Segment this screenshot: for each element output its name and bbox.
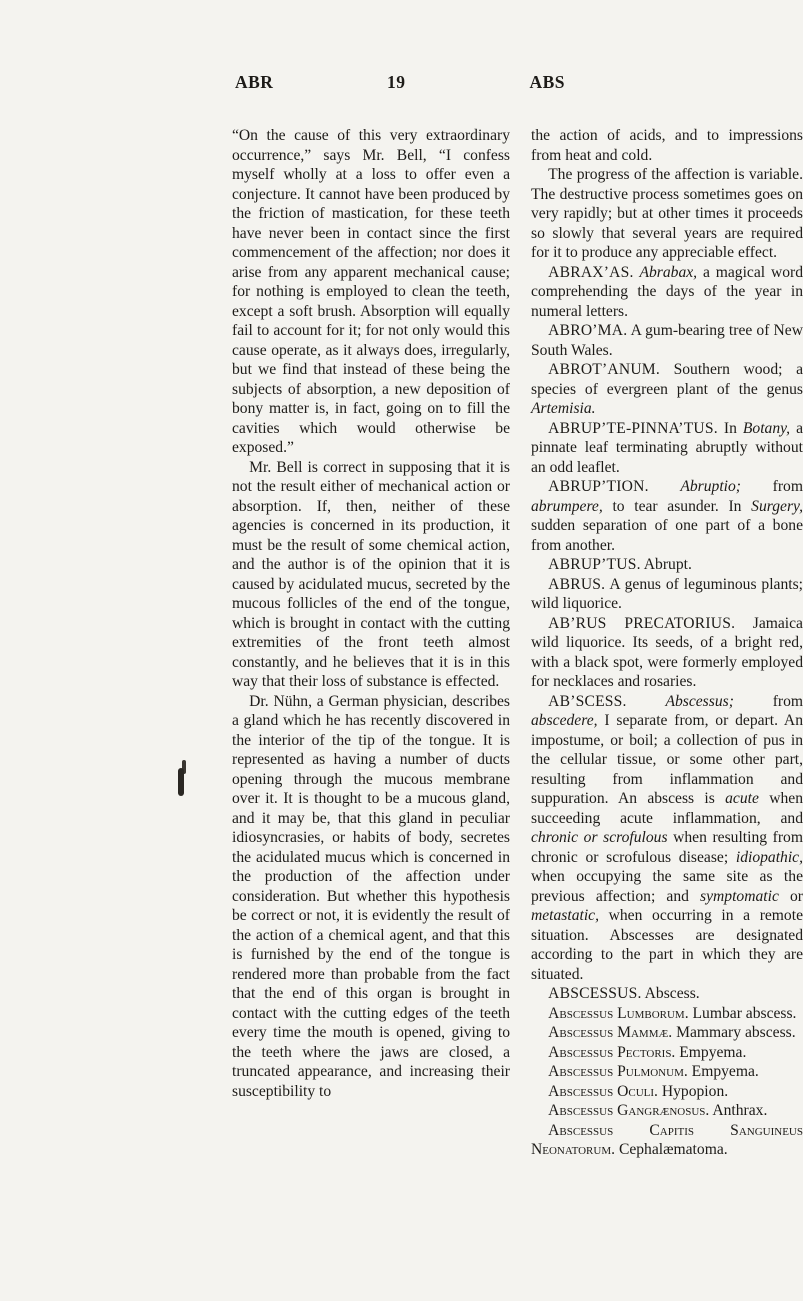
definition: Abscess.	[644, 985, 700, 1002]
right-column	[531, 126, 803, 1160]
header-left-guideword: ABR	[235, 72, 274, 92]
dictionary-entry	[531, 555, 803, 575]
margin-blot	[178, 768, 184, 796]
paragraph: Mr. Bell is correct in supposing that it is not the result either of mechanical action or absorption. If, then, neither of these agencies is concerned in its production, it must be the result of some chemical action, and the author is of the opinion that it is caused by acidulated mucus, secreted by the mucous follicles of the end of the tongue, which is brought in contact with the cutting extremities of the front teeth almost constantly, and he believes that it is in this way that their loss of substance is effected.	[232, 458, 510, 690]
field-name: Surgery,	[751, 497, 803, 515]
subentry	[531, 1121, 803, 1160]
subentry-definition: Cephalæmatoma.	[618, 1141, 728, 1158]
definition: when occupying the same site as the previous affection; and	[531, 868, 803, 905]
subentry-term: Abscessus Gangrænosus.	[548, 1102, 710, 1119]
dictionary-entry	[531, 575, 803, 614]
subentry-term: Abscessus Lumborum.	[548, 1004, 689, 1022]
headword: ABRAX’AS.	[548, 263, 634, 281]
definition: when occurring in a remote situation. Abscesses are designated according to the part in which they are situated.	[531, 907, 803, 983]
dictionary-entry	[531, 419, 803, 478]
definition: I separate from, or depart. An impostume, or boil; a collection of pus in the cellular tissue, or some other part, resulting from inflammation and suppuration. An abscess is	[531, 712, 803, 807]
subentry-term: Abscessus Capitis Sanguineus Neonatorum.	[531, 1121, 803, 1158]
header-right-guideword: ABS	[529, 72, 565, 92]
term-metastatic: metastatic,	[531, 907, 599, 924]
term-chronic: chronic	[531, 829, 579, 846]
dictionary-entry	[531, 692, 803, 985]
dictionary-entry	[531, 984, 803, 1004]
headword: ABRUS.	[548, 575, 606, 593]
term-symptomatic: symptomatic	[700, 887, 779, 905]
subentry	[531, 1062, 803, 1082]
definition: In	[723, 419, 737, 437]
dictionary-entry	[531, 321, 803, 360]
etymology-term: abrumpere,	[531, 497, 603, 515]
subentry	[531, 1082, 803, 1102]
term-acute: acute	[725, 790, 759, 807]
subentry-definition: Anthrax.	[712, 1102, 768, 1119]
headword: ABROT’ANUM.	[548, 361, 660, 378]
latin-term: Abruptio;	[680, 478, 741, 495]
subentry	[531, 1043, 803, 1063]
paragraph: Dr. Nühn, a German physician, describes a gland which he has recently discovered in the interior of the tip of the tongue. It is represented as having a number of ducts opening through the mucous membrane over it. It is thought to be a mucous gland, and it may be, that this gland in peculiar idiosyncrasies, or habits of body, secretes the acidulated mucus which is concerned in the production of the affection under consideration. But whether this hypothesis be correct or not, it is evidently the result of the action of a chemical agent, and that this is furnished by the end of the tongue is rendered more than probable from the fact that the end of this organ is brought in contact with the cutting edges of the teeth every time the mouth is opened, giving to the teeth where the jaws are closed, a truncated appearance, and increasing their susceptibility to	[232, 692, 510, 1100]
definition: sudden separation of one part of a bone from another.	[531, 517, 803, 554]
subentry-definition: Lumbar abscess.	[692, 1004, 797, 1022]
term-or: or	[583, 829, 598, 846]
etymology-from: from	[772, 692, 803, 710]
definition: a pinnate leaf terminating abruptly without an odd leaflet.	[531, 419, 803, 476]
definition: to tear asunder. In	[612, 497, 742, 515]
subentry-term: Abscessus Pectoris.	[548, 1043, 676, 1061]
subentry-definition: Empyema.	[691, 1063, 759, 1080]
connector: or	[790, 887, 803, 905]
left-column	[232, 126, 510, 1101]
dictionary-entry	[531, 477, 803, 555]
headword: ABRUP’TUS.	[548, 556, 641, 573]
definition: Southern wood; a species of evergreen plant of the genus	[531, 361, 803, 398]
subentry-term: Abscessus Mammæ.	[548, 1024, 673, 1041]
subentry	[531, 1023, 803, 1043]
dictionary-entry	[531, 614, 803, 692]
headword: AB’RUS PRECATORIUS.	[548, 614, 736, 632]
dictionary-entry	[531, 360, 803, 419]
definition: Abrupt.	[643, 556, 692, 573]
genus-name: Artemisia.	[531, 400, 596, 417]
subentry-term: Abscessus Oculi.	[548, 1082, 658, 1100]
subentry-definition: Empyema.	[679, 1043, 747, 1061]
definition: when resulting from chronic or scrofulous disease;	[531, 829, 803, 866]
etymology-from: from	[772, 478, 803, 495]
subentry	[531, 1101, 803, 1121]
definition: Jamaica wild liquorice. Its seeds, of a bright red, with a black spot, were formerly employed for necklaces and rosaries.	[531, 614, 803, 690]
latin-term: Abscessus;	[665, 692, 734, 710]
paragraph: The progress of the affection is variable. The destructive process sometimes goes on very rapidly; but at other times it proceeds so slowly that several years are required for it to produce any appreciable effect.	[531, 166, 803, 261]
subentry	[531, 1004, 803, 1024]
headword: ABRUP’TE-PINNA’TUS.	[548, 419, 718, 437]
subentry-definition: Mammary abscess.	[676, 1024, 796, 1041]
latin-term: Abrabax,	[639, 263, 698, 281]
subentry-term: Abscessus Pulmonum.	[548, 1063, 688, 1080]
definition: A genus of leguminous plants; wild liquorice.	[531, 575, 803, 612]
headword: ABRO’MA.	[548, 322, 628, 339]
field-name: Botany,	[742, 419, 791, 437]
subentry-definition: Hypopion.	[661, 1082, 729, 1100]
page-number: 19	[387, 72, 406, 92]
definition: when succeeding acute inflammation, and	[531, 790, 803, 827]
dictionary-entry	[531, 263, 803, 322]
term-idiopathic: idiopathic,	[735, 848, 803, 866]
definition: a magical word comprehending the days of the year in numeral letters.	[531, 263, 803, 320]
running-header	[235, 72, 565, 102]
headword: ABRUP’TION.	[548, 478, 649, 495]
subentry-list	[531, 1004, 803, 1160]
paragraph: the action of acids, and to impressions from heat and cold.	[531, 127, 803, 164]
headword: AB’SCESS.	[548, 692, 627, 710]
headword: ABSCESSUS.	[548, 985, 642, 1002]
term-scrofulous: scrofulous	[603, 829, 668, 846]
paragraph: “On the cause of this very extraordinary occurrence,” says Mr. Bell, “I confess myself wholly at a loss to offer even a conjecture. It cannot have been produced by the friction of mastication, for these teeth have never been in contact since the first commencement of the affection; nor does it arise from any apparent mechanical cause; for nothing is employed to clean the teeth, except a soft brush. Absorption will equally fail to account for it; for not only would this cause operate, as it always does, irregularly, but we find that instead of these being the subjects of absorption, a new deposition of bony matter is, in fact, going on to fill the cavities which would otherwise be exposed.”	[232, 127, 510, 456]
etymology-term: abscedere,	[531, 712, 598, 729]
definition: A gum-bearing tree of New South Wales.	[531, 322, 803, 359]
